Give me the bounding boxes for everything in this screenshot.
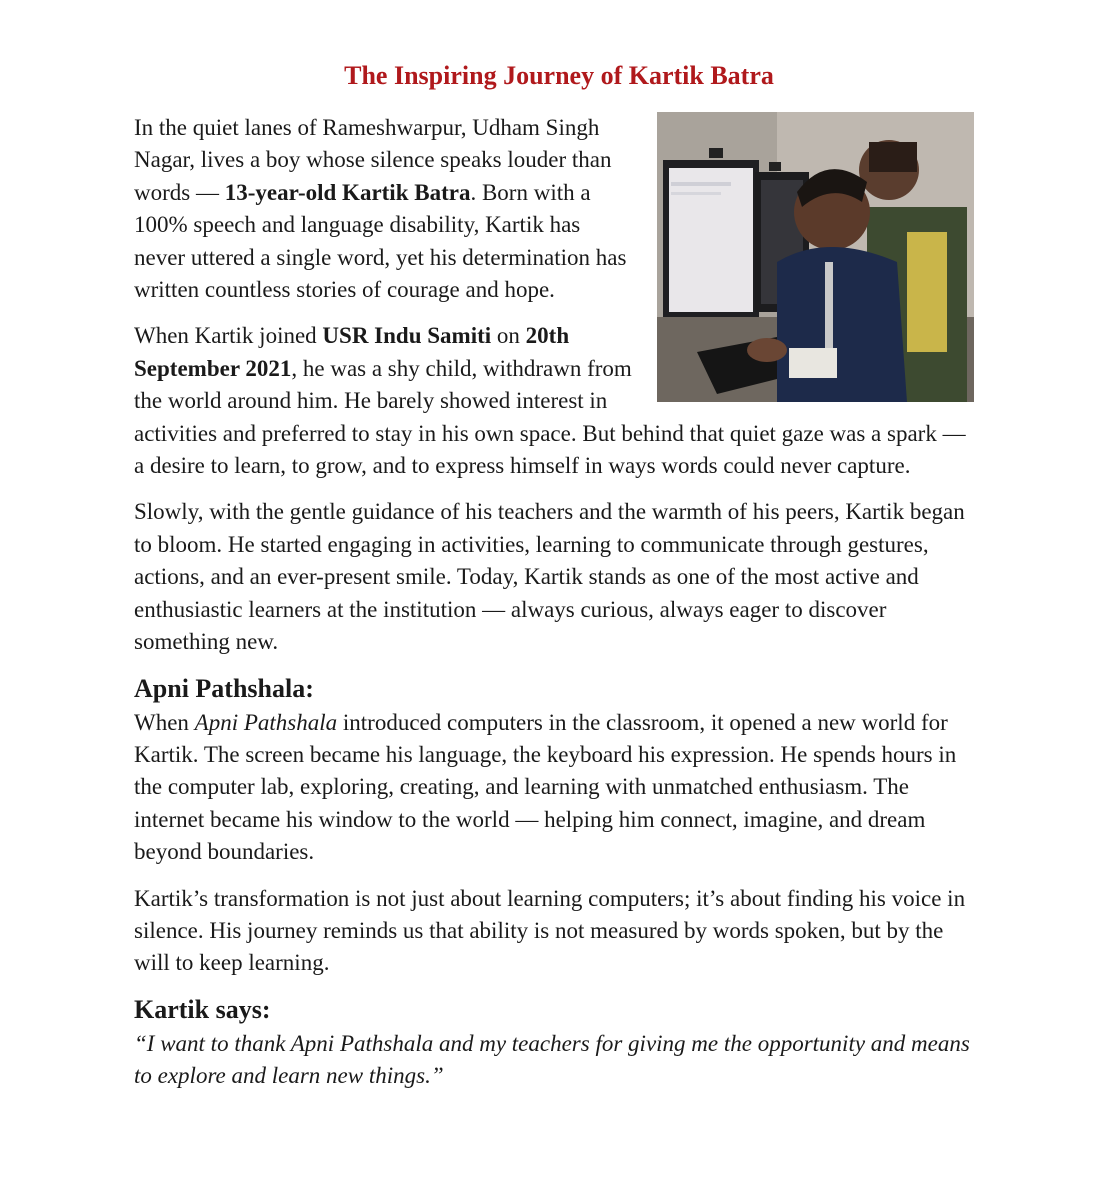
apni-paragraph xyxy=(134,707,974,869)
kartik-quote: “I want to thank Apni Pathshala and my teachers for giving me the opportunity and means to explore and learn new things.” xyxy=(134,1030,970,1089)
joining-org: USR Indu Samiti xyxy=(322,323,492,349)
intro-bold-name: 13-year-old Kartik Batra xyxy=(224,179,471,205)
joining-date: 20th September 2021 xyxy=(134,323,570,381)
intro-text: In the quiet lanes of Rameshwarpur, Udham Singh Nagar, lives a boy whose silence speaks louder than words — xyxy=(134,115,612,205)
joining-mid: on xyxy=(491,323,526,349)
intro-rest: . Born with a 100% speech and language disability, Kartik has never uttered a single word, yet his determination has written countless stories of courage and hope. xyxy=(134,179,627,303)
apni-lead: When xyxy=(134,709,195,735)
growth-paragraph: Slowly, with the gentle guidance of his teachers and the warmth of his peers, Kartik began to bloom. He started engaging in activities, learning to communicate through gestures, actions, and an ever-present smile. Today, Kartik stands as one of the most active and enthusiastic learners at the institution — always curious, always eager to discover something new. xyxy=(134,499,965,655)
apni-pathshala-heading: Apni Pathshala: xyxy=(134,673,314,703)
article-title: The Inspiring Journey of Kartik Batra xyxy=(344,61,774,90)
kartik-says-heading: Kartik says: xyxy=(134,994,271,1024)
photo-illustration xyxy=(657,112,974,402)
joining-text: When Kartik joined xyxy=(134,323,323,349)
joining-rest: , he was a shy child, withdrawn from the world around him. He barely showed interest in activities and preferred to stay in his own space. But behind that quiet gaze was a spark — a desire to learn, to grow, and to express himself in ways words could never capture. xyxy=(134,355,966,479)
apni-rest: introduced computers in the classroom, it opened a new world for Kartik. The screen became his language, the keyboard his expression. He spends hours in the computer lab, exploring, creating, and learning with unmatched enthusiasm. The internet became his window to the world — helping him connect, imagine, and dream beyond boundaries. xyxy=(134,709,957,865)
transformation-paragraph: Kartik’s transformation is not just about learning computers; it’s about finding his voice in silence. His journey reminds us that ability is not measured by words spoken, but by the will to keep learning. xyxy=(134,885,966,976)
photo-kartik-at-computer xyxy=(657,112,974,402)
article xyxy=(134,60,974,1107)
apni-italic-name: Apni Pathshala xyxy=(194,709,338,735)
